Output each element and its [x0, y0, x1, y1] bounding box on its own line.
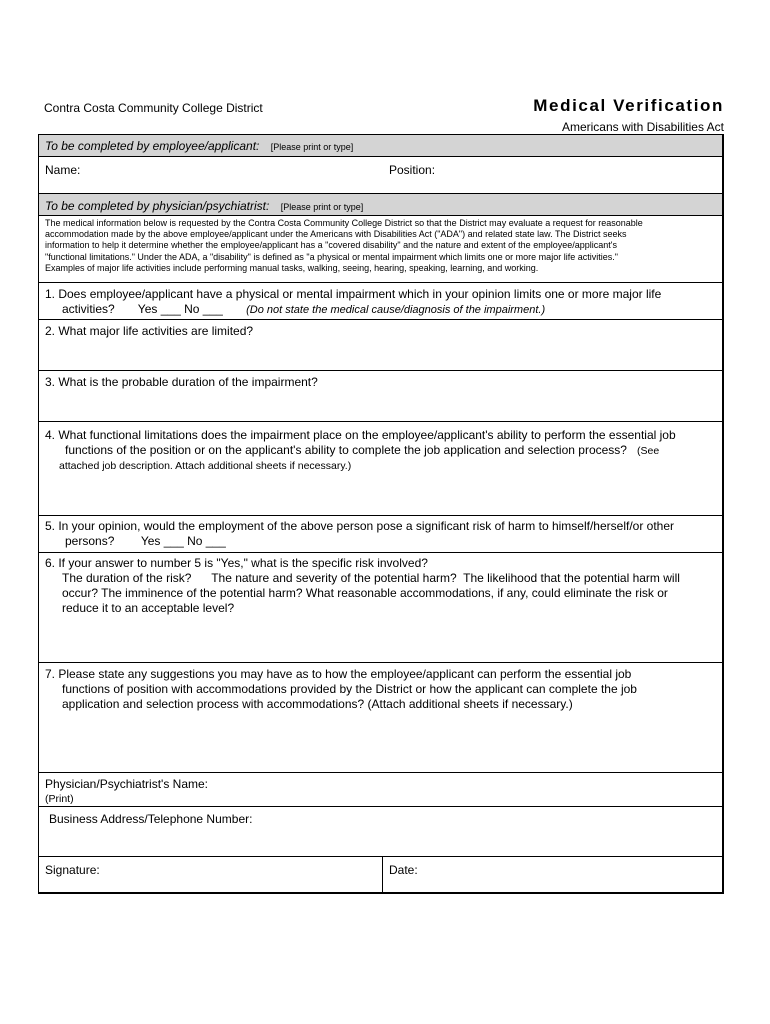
question-4-text-cont: functions of the position or on the applicant's ability to complete the job application and selection process? — [65, 443, 627, 457]
question-6-text-cont: The duration of the risk? The nature and severity of the potential harm? The likelihood that the potential harm will — [62, 571, 680, 585]
physician-name-row[interactable] — [39, 773, 722, 807]
question-1-yes-no: activities? Yes ___ No ___ — [62, 302, 223, 316]
question-1-note: (Do not state the medical cause/diagnosis of the impairment.) — [246, 304, 546, 316]
signature-date-row[interactable] — [39, 857, 722, 893]
question-5-text: 5. In your opinion, would the employment of the above person pose a significant risk of harm to himself/herself/or other — [45, 519, 675, 533]
question-3-text: 3. What is the probable duration of the impairment? — [45, 375, 318, 389]
employee-section-header — [39, 135, 722, 157]
form-subtitle: Americans with Disabilities Act — [561, 120, 724, 134]
question-6-text-cont: reduce it to an acceptable level? — [62, 601, 235, 615]
question-6-text: 6. If your answer to number 5 is "Yes," what is the specific risk involved? — [45, 556, 428, 570]
intro-line: "functional limitations." Under the ADA, a "disability" is defined as "a physical or mental impairment which limits one or more major life activities." — [45, 251, 618, 262]
question-5-yes-no: persons? Yes ___ No ___ — [65, 534, 226, 548]
question-7-text: 7. Please state any suggestions you may have as to how the employee/applicant can perform the essential job — [45, 667, 632, 681]
employee-section-note: [Please print or type] — [270, 142, 354, 152]
question-2-text: 2. What major life activities are limited? — [45, 324, 254, 338]
position-label: Position: — [389, 163, 436, 177]
question-5-box[interactable] — [39, 516, 722, 553]
business-address-row[interactable] — [39, 807, 722, 857]
question-7-text-cont: functions of position with accommodations provided by the District or how the applicant can complete the job — [62, 682, 637, 696]
question-4-see: (See — [637, 445, 660, 457]
organization-name: Contra Costa Community College District — [44, 101, 263, 115]
signature-date-divider — [382, 857, 383, 893]
signature-label: Signature: — [45, 863, 100, 877]
question-6-text-cont: occur? The imminence of the potential harm? What reasonable accommodations, if any, could eliminate the risk or — [62, 586, 668, 600]
intro-paragraph — [39, 216, 722, 283]
question-4-box[interactable] — [39, 422, 722, 516]
question-1-text: 1. Does employee/applicant have a physical or mental impairment which in your opinion limits one or more major life — [45, 287, 662, 301]
intro-line: Examples of major life activities include performing manual tasks, walking, seeing, hearing, speaking, learning, and working. — [45, 262, 539, 273]
print-note: (Print) — [45, 793, 74, 805]
question-3-box[interactable] — [39, 371, 722, 422]
intro-line: information to help it determine whether the employee/applicant has a "covered disability" and the nature and extent of the employee/applicant's — [45, 240, 617, 251]
question-4-note: attached job description. Attach additional sheets if necessary.) — [59, 460, 352, 472]
physician-section-header — [39, 194, 722, 216]
question-4-text: 4. What functional limitations does the impairment place on the employee/applicant's ability to perform the essential job — [45, 428, 676, 442]
physician-name-label: Physician/Psychiatrist's Name: — [45, 777, 209, 791]
employee-section-heading: To be completed by employee/applicant: — [45, 139, 260, 153]
form-title: Medical Verification — [533, 96, 724, 115]
business-address-label: Business Address/Telephone Number: — [49, 812, 253, 826]
question-7-text-cont: application and selection process with accommodations? (Attach additional sheets if necessary.) — [62, 697, 573, 711]
name-label: Name: — [45, 163, 81, 177]
question-1-box[interactable] — [39, 283, 722, 320]
date-label: Date: — [389, 863, 418, 877]
physician-section-heading: To be completed by physician/psychiatrist: — [45, 199, 270, 213]
intro-line: The medical information below is requested by the Contra Costa Community College District so that the District may evaluate a request for reasonable — [45, 218, 643, 228]
intro-line: accommodation made by the above employee/applicant under the Americans with Disabilities Act ("ADA") and related state law. The District seeks — [45, 229, 627, 240]
question-2-box[interactable] — [39, 320, 722, 371]
question-7-box[interactable] — [39, 663, 722, 773]
physician-section-note: [Please print or type] — [280, 202, 364, 212]
verification-form — [38, 134, 724, 894]
question-6-box[interactable] — [39, 553, 722, 663]
name-position-row[interactable] — [39, 157, 722, 194]
